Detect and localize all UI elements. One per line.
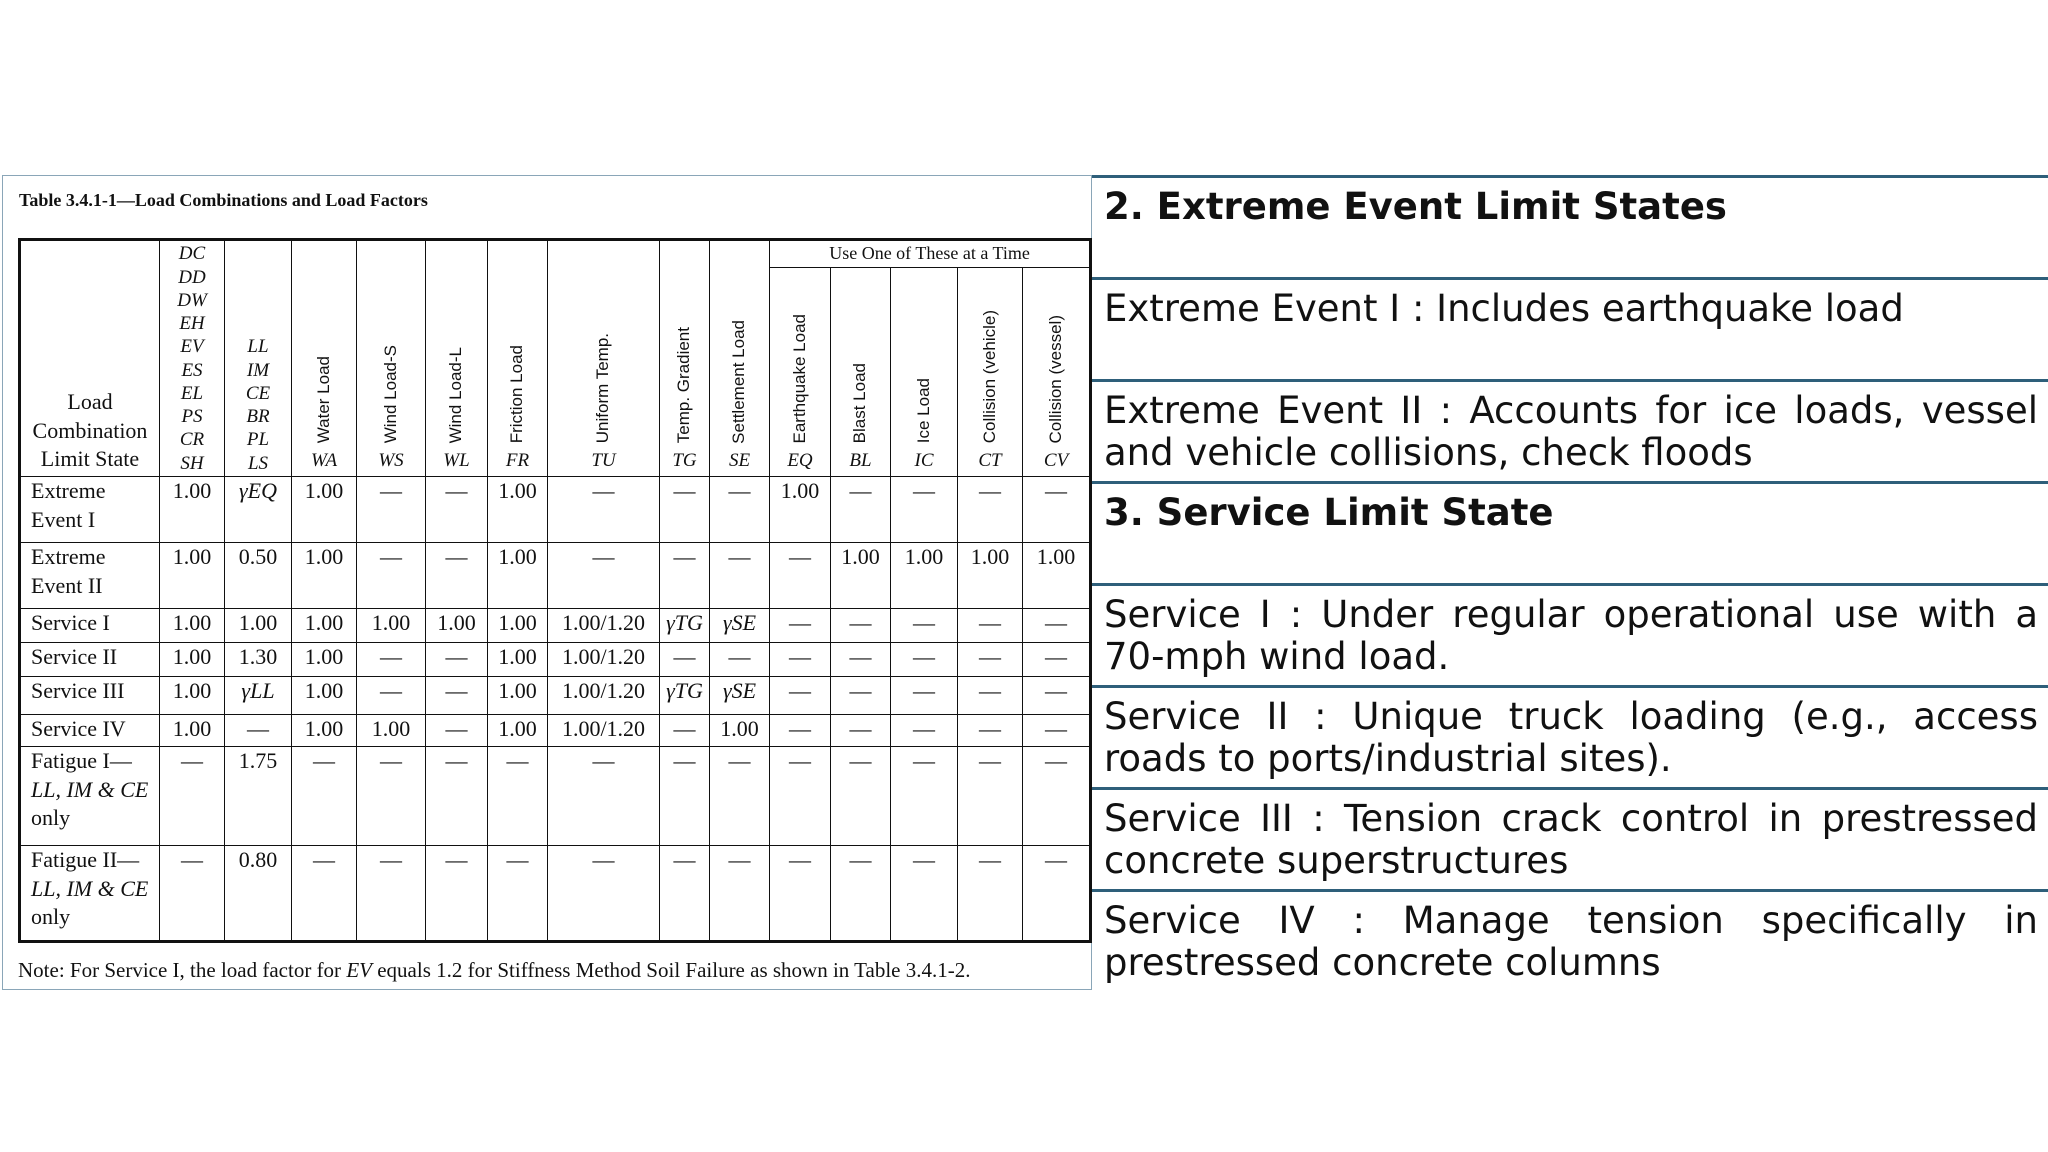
factor-cell: 1.00	[160, 643, 225, 677]
limit-state-header-line: Limit State	[40, 446, 140, 472]
factor-cell: —	[1023, 643, 1091, 677]
factor-cell: —	[831, 715, 891, 747]
limit-state-line: Service IV	[31, 716, 126, 741]
factor-cell: 1.00	[488, 643, 548, 677]
table-row	[20, 543, 1091, 609]
factor-cell: —	[958, 477, 1023, 543]
factor-cell: 1.00	[160, 677, 225, 715]
column-header	[548, 240, 660, 477]
factor-cell: —	[891, 677, 958, 715]
limit-state-description: Extreme Event I : Includes earthquake load	[1092, 277, 2048, 379]
factor-cell: 1.00	[160, 543, 225, 609]
factor-cell: —	[160, 747, 225, 846]
section-heading: 2. Extreme Event Limit States	[1092, 175, 2048, 277]
factor-cell: 1.00	[357, 715, 426, 747]
factor-cell: —	[548, 543, 660, 609]
column-header	[1023, 268, 1091, 477]
column-label: Temp. Gradient	[674, 327, 694, 444]
load-code: CR	[179, 429, 205, 451]
factor-cell: —	[958, 715, 1023, 747]
factor-cell: —	[710, 543, 770, 609]
limit-state-line: LL, IM & CE	[31, 875, 149, 901]
limit-state-description: Extreme Event II : Accounts for ice loads, vessel and vehicle collisions, check floods	[1092, 379, 2048, 481]
factor-cell: —	[292, 747, 357, 846]
column-abbr: BL	[849, 450, 872, 472]
factor-cell: 1.00	[710, 715, 770, 747]
factor-cell: 1.00	[225, 609, 292, 643]
use-one-at-a-time-header: Use One of These at a Time	[770, 240, 1091, 268]
factor-cell: —	[770, 747, 831, 846]
load-code: PL	[246, 429, 270, 451]
factor-cell: —	[891, 643, 958, 677]
limit-state-descriptions	[1092, 175, 2048, 991]
factor-cell: 0.80	[225, 846, 292, 942]
factor-cell: —	[891, 747, 958, 846]
factor-cell: —	[1023, 609, 1091, 643]
factor-cell: —	[710, 477, 770, 543]
factor-cell: —	[426, 477, 488, 543]
factor-cell: γEQ	[225, 477, 292, 543]
factor-cell: —	[770, 643, 831, 677]
load-code: EL	[180, 382, 204, 404]
column-header	[958, 268, 1023, 477]
factor-cell: 0.50	[225, 543, 292, 609]
factor-cell: —	[1023, 477, 1091, 543]
factor-cell: —	[660, 747, 710, 846]
factor-cell: 1.00	[160, 715, 225, 747]
factor-cell: 1.00	[1023, 543, 1091, 609]
factor-cell: 1.00	[160, 477, 225, 543]
factor-cell: —	[426, 846, 488, 942]
factor-cell: —	[1023, 846, 1091, 942]
limit-state-line: Event II	[31, 572, 103, 598]
section-heading: 3. Service Limit State	[1092, 481, 2048, 583]
column-header	[891, 268, 958, 477]
factor-cell: γTG	[660, 609, 710, 643]
factor-cell: 1.00	[160, 609, 225, 643]
column-label: Uniform Temp.	[593, 333, 613, 444]
factor-cell: —	[770, 846, 831, 942]
column-abbr: CT	[978, 450, 1002, 472]
factor-cell: —	[770, 543, 831, 609]
factor-cell: —	[488, 846, 548, 942]
limit-state-cell	[20, 477, 160, 543]
column-label: Wind Load-L	[446, 346, 466, 444]
factor-cell: —	[831, 643, 891, 677]
limit-state-line: Event I	[31, 506, 96, 532]
column-label: Friction Load	[507, 345, 527, 444]
factor-cell: —	[831, 477, 891, 543]
load-code: DW	[177, 289, 207, 311]
table-note: Note: For Service I, the load factor for EV equals 1.2 for Stiffness Method Soil Failure as shown in Table 3.4.1-2.	[18, 958, 971, 982]
factor-cell: 1.00	[292, 643, 357, 677]
factor-cell: —	[770, 715, 831, 747]
limit-state-cell	[20, 609, 160, 643]
factor-cell: —	[710, 747, 770, 846]
column-header	[831, 268, 891, 477]
table-row	[20, 643, 1091, 677]
factor-cell: 1.00	[488, 715, 548, 747]
permanent-loads-header	[160, 240, 225, 477]
factor-cell: —	[958, 609, 1023, 643]
factor-cell: —	[958, 643, 1023, 677]
limit-state-line: LL, IM & CE	[31, 776, 149, 802]
factor-cell: —	[891, 477, 958, 543]
table-row	[20, 477, 1091, 543]
limit-state-line: Service I	[31, 610, 110, 635]
column-abbr: TU	[591, 450, 616, 472]
column-label: Earthquake Load	[789, 313, 809, 444]
factor-cell: —	[1023, 677, 1091, 715]
factor-cell: —	[426, 677, 488, 715]
limit-state-cell	[20, 846, 160, 942]
limit-state-line: Service III	[31, 678, 125, 703]
load-factors-table	[18, 238, 1092, 943]
table-title: Table 3.4.1-1—Load Combinations and Load Factors	[19, 190, 428, 210]
factor-cell: —	[831, 609, 891, 643]
factor-cell: 1.00	[292, 477, 357, 543]
limit-state-line: only	[31, 904, 71, 930]
factor-cell: —	[488, 747, 548, 846]
factor-cell: —	[426, 643, 488, 677]
factor-cell: 1.00	[357, 609, 426, 643]
column-label: Settlement Load	[729, 319, 749, 444]
column-abbr: CV	[1043, 450, 1069, 472]
factor-cell: —	[426, 747, 488, 846]
limit-state-cell	[20, 677, 160, 715]
factor-cell: —	[426, 715, 488, 747]
factor-cell: —	[770, 677, 831, 715]
table-row	[20, 846, 1091, 942]
factor-cell: —	[357, 543, 426, 609]
limit-state-description: Service I : Under regular operational use with a 70-mph wind load.	[1092, 583, 2048, 685]
table-row	[20, 747, 1091, 846]
limit-state-cell	[20, 747, 160, 846]
factor-cell: —	[958, 677, 1023, 715]
factor-cell: —	[891, 846, 958, 942]
column-header	[660, 240, 710, 477]
limit-state-line: Extreme	[31, 544, 106, 569]
load-code: EV	[180, 336, 204, 358]
column-label: Wind Load-S	[380, 345, 400, 444]
factor-cell: 1.00	[292, 543, 357, 609]
factor-cell: 1.00	[488, 477, 548, 543]
column-label: Collision (vehicle)	[979, 310, 999, 444]
factor-cell: —	[710, 643, 770, 677]
factor-cell: —	[357, 846, 426, 942]
factor-cell: —	[660, 543, 710, 609]
factor-cell: 1.00	[292, 677, 357, 715]
column-label: Water Load	[313, 356, 333, 444]
limit-state-line: only	[31, 805, 71, 831]
factor-cell: —	[357, 643, 426, 677]
column-abbr: WS	[378, 450, 404, 472]
factor-cell: —	[160, 846, 225, 942]
limit-state-cell	[20, 715, 160, 747]
factor-cell: 1.30	[225, 643, 292, 677]
column-abbr: WL	[443, 450, 470, 472]
limit-state-description: Service IV : Manage tension specifically in prestressed concrete columns	[1092, 889, 2048, 991]
column-header	[488, 240, 548, 477]
factor-cell: —	[292, 846, 357, 942]
column-header	[770, 268, 831, 477]
load-code: EH	[179, 313, 205, 335]
factor-cell: —	[548, 477, 660, 543]
factor-cell: 1.00	[958, 543, 1023, 609]
limit-state-header	[20, 240, 160, 477]
limit-state-line: Fatigue II—	[31, 847, 140, 872]
factor-cell: —	[426, 543, 488, 609]
limit-state-header-line: Combination	[32, 417, 148, 443]
factor-cell: 1.00	[488, 543, 548, 609]
limit-state-line: Fatigue I—	[31, 748, 132, 773]
table-row	[20, 609, 1091, 643]
load-code: PS	[181, 406, 203, 428]
factor-cell: 1.00/1.20	[548, 677, 660, 715]
load-code: LL	[247, 336, 269, 358]
factor-cell: —	[770, 609, 831, 643]
factor-cell: γSE	[710, 609, 770, 643]
limit-state-description: Service II : Unique truck loading (e.g., access roads to ports/industrial sites).	[1092, 685, 2048, 787]
factor-cell: γTG	[660, 677, 710, 715]
limit-state-header-line: Load	[67, 389, 113, 415]
factor-cell: —	[225, 715, 292, 747]
factor-cell: —	[1023, 715, 1091, 747]
table-row	[20, 715, 1091, 747]
limit-state-line: Extreme	[31, 478, 106, 503]
load-code: IM	[246, 359, 270, 381]
load-combination-table-image	[2, 175, 1092, 990]
column-abbr: TG	[672, 450, 697, 472]
factor-cell: —	[831, 677, 891, 715]
load-code: LS	[247, 452, 269, 474]
column-label: Blast Load	[850, 362, 870, 444]
factor-cell: —	[357, 477, 426, 543]
column-abbr: IC	[914, 450, 934, 472]
factor-cell: 1.00/1.20	[548, 643, 660, 677]
factor-cell: γLL	[225, 677, 292, 715]
factor-cell: —	[710, 846, 770, 942]
limit-state-line: Service II	[31, 644, 118, 669]
column-abbr: WA	[310, 450, 338, 472]
factor-cell: 1.00/1.20	[548, 609, 660, 643]
column-label: Ice Load	[913, 378, 933, 444]
limit-state-cell	[20, 643, 160, 677]
factor-cell: —	[958, 747, 1023, 846]
table-row	[20, 677, 1091, 715]
factor-cell: —	[831, 846, 891, 942]
factor-cell: —	[660, 643, 710, 677]
factor-cell: —	[831, 747, 891, 846]
column-header	[357, 240, 426, 477]
column-header	[710, 240, 770, 477]
column-abbr: FR	[505, 450, 530, 472]
factor-cell: —	[660, 477, 710, 543]
load-code: DD	[178, 266, 206, 288]
column-abbr: EQ	[787, 450, 813, 472]
live-loads-header	[225, 240, 292, 477]
load-code: ES	[181, 359, 203, 381]
load-code: SH	[180, 452, 204, 474]
factor-cell: —	[891, 609, 958, 643]
factor-cell: 1.00	[770, 477, 831, 543]
factor-cell: 1.00	[426, 609, 488, 643]
factor-cell: 1.00	[891, 543, 958, 609]
factor-cell: —	[891, 715, 958, 747]
factor-cell: —	[548, 747, 660, 846]
factor-cell: 1.75	[225, 747, 292, 846]
factor-cell: 1.00	[488, 677, 548, 715]
limit-state-description: Service III : Tension crack control in prestressed concrete superstructures	[1092, 787, 2048, 889]
factor-cell: —	[958, 846, 1023, 942]
limit-state-cell	[20, 543, 160, 609]
factor-cell: 1.00	[831, 543, 891, 609]
column-header	[292, 240, 357, 477]
factor-cell: —	[1023, 747, 1091, 846]
factor-cell: γSE	[710, 677, 770, 715]
factor-cell: 1.00	[292, 715, 357, 747]
load-code: BR	[246, 406, 270, 428]
load-code: CE	[245, 382, 271, 404]
factor-cell: —	[357, 677, 426, 715]
factor-cell: —	[660, 715, 710, 747]
column-header	[426, 240, 488, 477]
factor-cell: 1.00/1.20	[548, 715, 660, 747]
column-label: Collision (vessel)	[1045, 314, 1065, 444]
factor-cell: 1.00	[488, 609, 548, 643]
factor-cell: 1.00	[292, 609, 357, 643]
column-abbr: SE	[728, 450, 751, 472]
factor-cell: —	[357, 747, 426, 846]
load-code: DC	[178, 243, 206, 265]
factor-cell: —	[660, 846, 710, 942]
factor-cell: —	[548, 846, 660, 942]
